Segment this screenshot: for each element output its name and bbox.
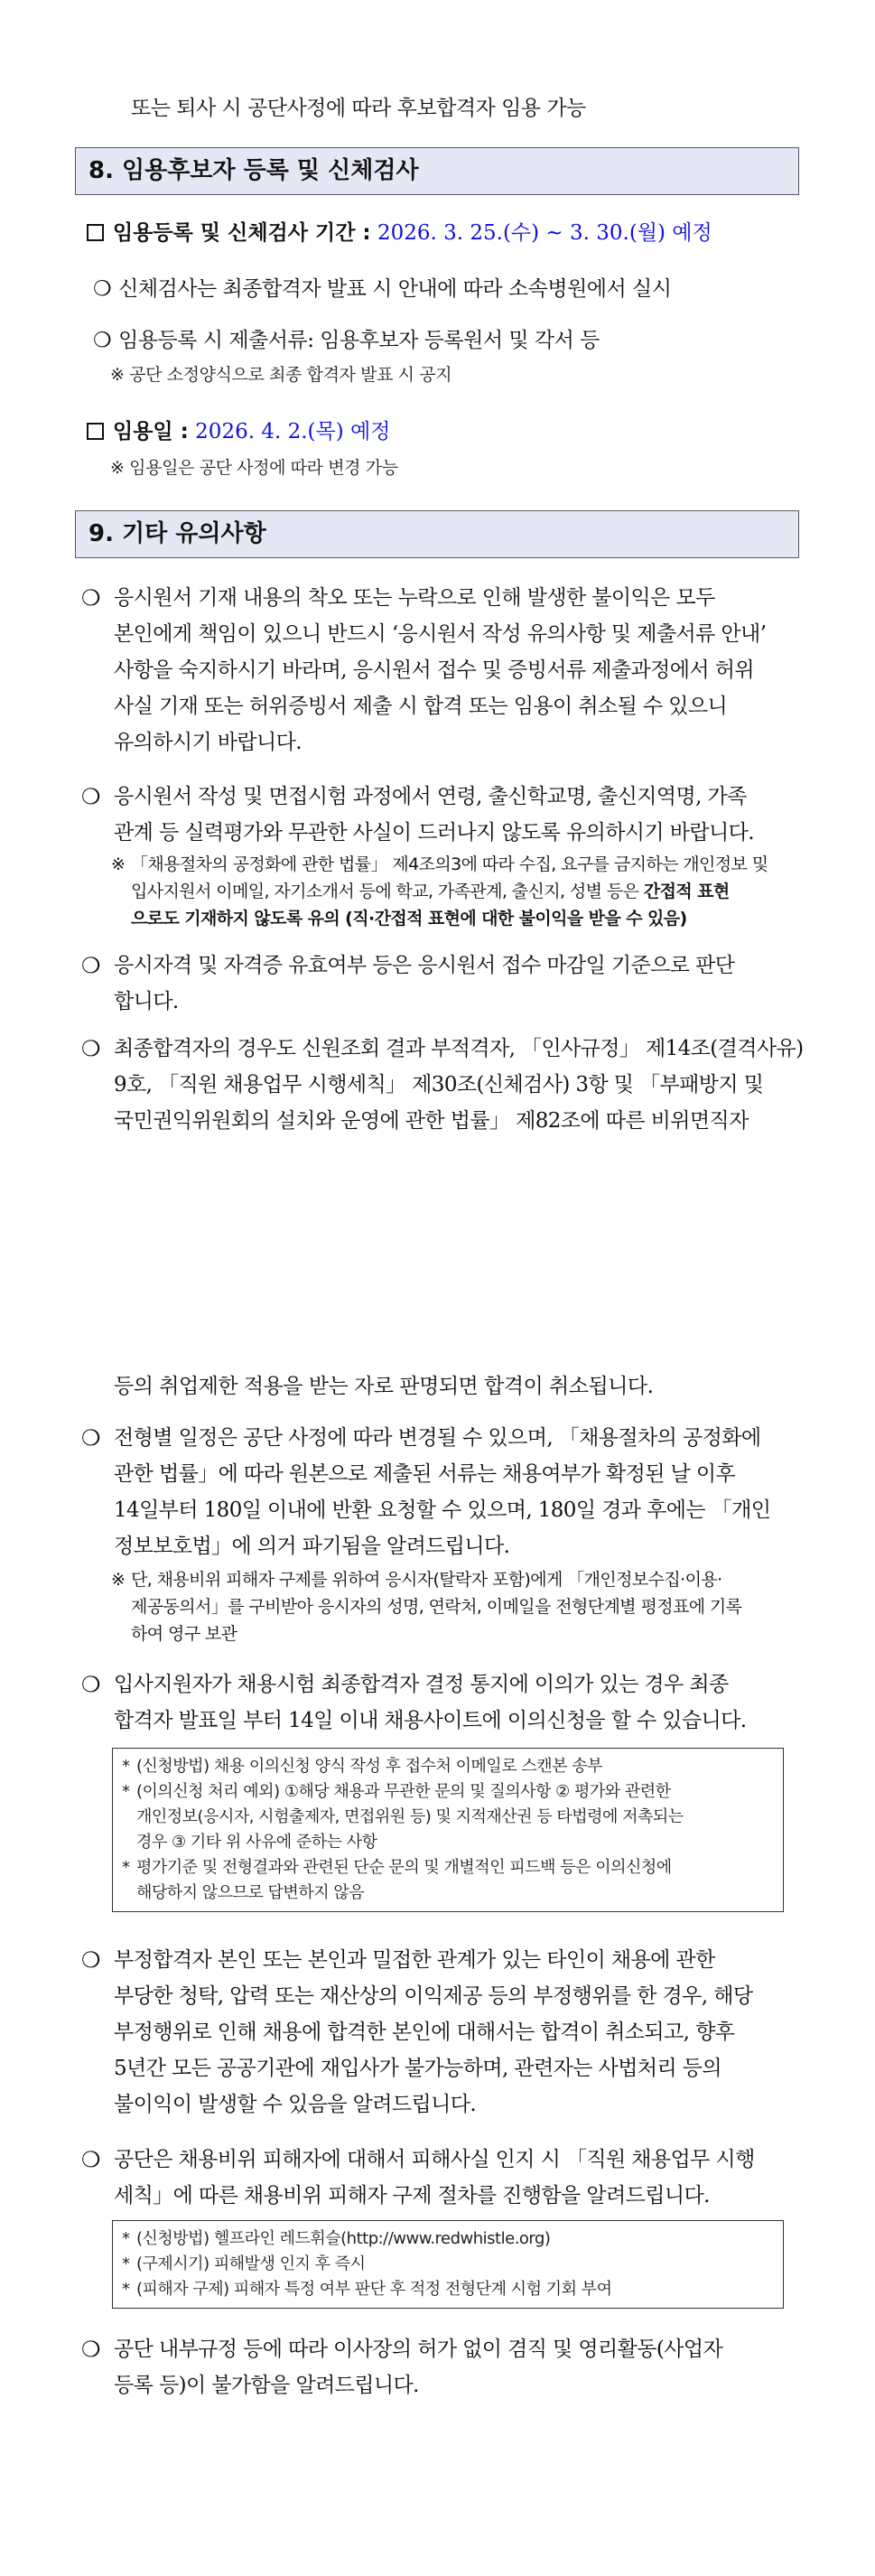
hollow-circle-bullet-icon: ❍ [81, 2147, 101, 2172]
hollow-circle-bullet-icon: ❍ [81, 585, 101, 611]
registration-period-line [87, 215, 712, 251]
hollow-circle-bullet-icon: ❍ [81, 2337, 101, 2362]
objection-info-box [112, 1748, 784, 1912]
hollow-circle-bullet-icon: ❍ [81, 1947, 101, 1973]
section-8-header: 8. 임용후보자 등록 및 신체검사 [75, 147, 799, 195]
registration-date: 2026. 3. 25.(수) ~ 3. 30.(월) 예정 [377, 221, 712, 245]
box-bullet: * (구제시기) 피해발생 인지 후 즉시 [122, 2254, 366, 2273]
hollow-circle-bullet-icon: ❍ [81, 953, 101, 978]
hollow-circle-bullet-icon: ❍ [81, 784, 101, 809]
notice-item-4: ❍ 최종합격자의 경우도 신원조회 결과 부적격자, 「인사규정」 제14조(결격사유) 9호, 「직원 채용업무 시행세칙」 제30조(신체검사) 3항 및 「부패방지 및 국민권익위원회의 설치와 운영에 관한 법률」 제82조에 따른 비위면직자 [81, 1031, 804, 1139]
box-bullet: * 평가기준 및 전형결과와 관련된 단순 문의 및 개별적인 피드백 등은 이의신청에 해당하지 않으므로 답변하지 않음 [122, 1858, 672, 1902]
hollow-circle-bullet-icon: ❍ [81, 1036, 101, 1061]
hollow-circle-bullet-icon: ❍ [93, 277, 112, 301]
registration-label: 임용등록 및 신체검사 기간 : [113, 221, 371, 245]
appointment-date: 2026. 4. 2.(목) 예정 [195, 420, 391, 443]
item-5-reference-note: ※ 단, 채용비위 피해자 구제를 위하여 응시자(탈락자 포함)에게 「개인정보수집·이용· 제공동의서」를 구비받아 응시자의 성명, 연락처, 이메일을 전형단계별 평정표에 기록 하여 영구 보관 [111, 1570, 742, 1644]
appointment-label: 임용일 : [113, 420, 189, 443]
item-4-continuation: 등의 취업제한 적용을 받는 자로 판명되면 합격이 취소됩니다. [114, 1375, 654, 1398]
notice-item-5: ❍ 전형별 일정은 공단 사정에 따라 변경될 수 있으며, 「채용절차의 공정화에 관한 법률」에 따라 원본으로 제출된 서류는 채용여부가 확정된 날 이후 14일부터 180일 이내에 반환 요청할 수 있으며, 180일 경과 후에는 「개인 정보보호법」에 의거 파기됨을 알려드립니다. [81, 1420, 804, 1564]
section-8-bullet-2: ❍ 임용등록 시 제출서류: 임용후보자 등록원서 및 각서 등 [93, 329, 600, 352]
section-8-note-2: ※ 임용일은 공단 사정에 따라 변경 가능 [110, 458, 398, 478]
appointment-date-line [87, 414, 390, 450]
checkbox-square-icon [87, 224, 104, 241]
box-bullet: * (신청방법) 채용 이의신청 양식 작성 후 접수처 이메일로 스캔본 송부 [122, 1757, 603, 1776]
hollow-circle-bullet-icon: ❍ [81, 1425, 101, 1451]
hollow-circle-bullet-icon: ❍ [93, 329, 112, 352]
notice-item-1: ❍ 응시원서 기재 내용의 착오 또는 누락으로 인해 발생한 불이익은 모두 본인에게 책임이 있으니 반드시 ‘응시원서 작성 유의사항 및 제출서류 안내’ 사항을 숙지하시기 바라며, 응시원서 접수 및 증빙서류 제출과정에서 허위 사실 기재 또는 허위증빙서 제출 시 합격 또는 임용이 취소될 수 있으니 유의하시기 바랍니다. [81, 580, 804, 761]
notice-item-6: ❍ 입사지원자가 채용시험 최종합격자 결정 통지에 이의가 있는 경우 최종 합격자 발표일 부터 14일 이내 채용사이트에 이의신청을 할 수 있습니다. [81, 1666, 804, 1739]
section-8-note-1: ※ 공단 소정양식으로 최종 합격자 발표 시 공지 [110, 365, 452, 385]
victim-relief-info-box [112, 2220, 784, 2309]
box-bullet: * (피해자 구제) 피해자 특정 여부 판단 후 적정 전형단계 시험 기회 부여 [122, 2280, 612, 2299]
hollow-circle-bullet-icon: ❍ [81, 1672, 101, 1697]
checkbox-square-icon [87, 423, 104, 440]
box-bullet: * (신청방법) 헬프라인 레드휘슬(http://www.redwhistle.org) [122, 2229, 551, 2248]
section-8-bullet-1: ❍ 신체검사는 최종합격자 발표 시 안내에 따라 소속병원에서 실시 [93, 277, 672, 301]
notice-item-3: ❍ 응시자격 및 자격증 유효여부 등은 응시원서 접수 마감일 기준으로 판단 합니다. [81, 947, 804, 1020]
notice-item-9: ❍ 공단 내부규정 등에 따라 이사장의 허가 없이 겸직 및 영리활동(사업자 등록 등)이 불가함을 알려드립니다. [81, 2331, 804, 2403]
continuation-line: 또는 퇴사 시 공단사정에 따라 후보합격자 임용 가능 [131, 97, 586, 120]
notice-item-8: ❍ 공단은 채용비위 피해자에 대해서 피해사실 인지 시 「직원 채용업무 시행 세칙」에 따른 채용비위 피해자 구제 절차를 진행함을 알려드립니다. [81, 2142, 804, 2214]
notice-item-2: ❍ 응시원서 작성 및 면접시험 과정에서 연령, 출신학교명, 출신지역명, 가족 관계 등 실력평가와 무관한 사실이 드러나지 않도록 유의하시기 바랍니다. [81, 779, 804, 851]
notice-item-7: ❍ 부정합격자 본인 또는 본인과 밀접한 관계가 있는 타인이 채용에 관한 부당한 청탁, 압력 또는 재산상의 이익제공 등의 부정행위를 한 경우, 해당 부정행위로 인해 채용에 합격한 본인에 대해서는 합격이 취소되고, 향후 5년간 모든 공공기관에 재입사가 불가능하며, 관련자는 사법처리 등의 불이익이 발생할 수 있음을 알려드립니다. [81, 1942, 804, 2123]
box-bullet: * (이의신청 처리 예외) ①해당 채용과 무관한 문의 및 질의사항 ② 평가와 관련한 개인정보(응시자, 시험출제자, 면접위원 등) 및 지적재산권 등 타법령에 저촉되는 경우 ③ 기타 위 사유에 준하는 사항 [122, 1782, 684, 1852]
item-2-reference-note: ※ 「채용절차의 공정화에 관한 법률」 제4조의3에 따라 수집, 요구를 금지하는 개인정보 및 입사지원서 이메일, 자기소개서 등에 학교, 가족관계, 출신지, 성별 등은 간접적 표현 으로도 기재하지 않도록 유의 (직·간접적 표현에 대한 불이익을 받을 수 있음) [111, 854, 768, 929]
section-9-header: 9. 기타 유의사항 [75, 510, 799, 558]
